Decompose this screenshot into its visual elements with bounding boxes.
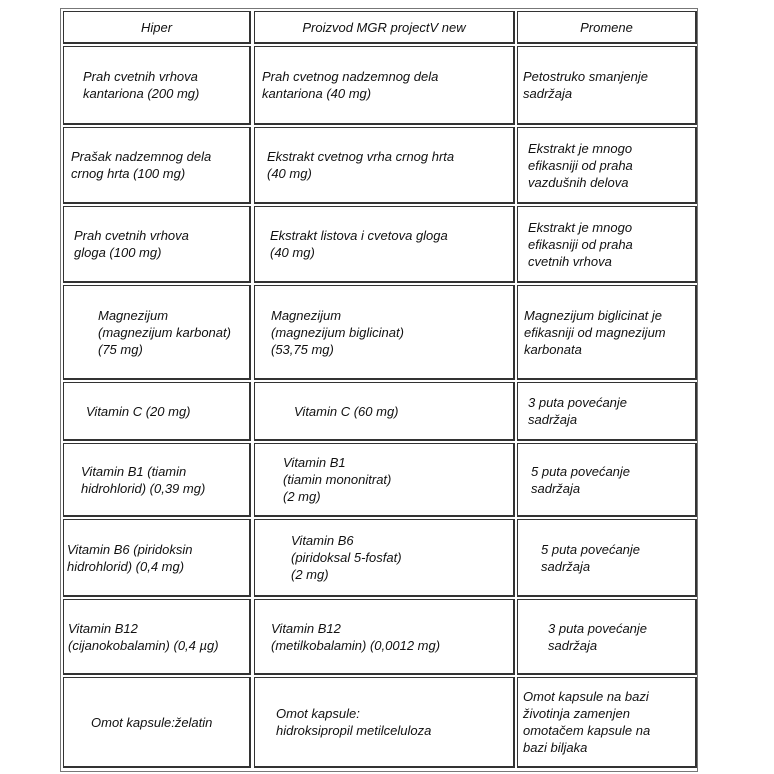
cell-proizvod-2: Ekstrakt cvetnog vrha crnog hrta (40 mg): [254, 127, 515, 204]
cell-promene-1: Petostruko smanjenje sadržaja: [517, 46, 697, 125]
cell-promene-3: Ekstrakt je mnogo efikasniji od praha cvetnih vrhova: [517, 206, 697, 283]
cell-hiper-2: Prašak nadzemnog dela crnog hrta (100 mg): [63, 127, 251, 204]
cell-proizvod-3: Ekstrakt listova i cvetova gloga (40 mg): [254, 206, 515, 283]
cell-hiper-9: Omot kapsule:želatin: [63, 677, 251, 768]
cell-hiper-8: Vitamin B12 (cijanokobalamin) (0,4 µg): [63, 599, 251, 675]
cell-promene-4: Magnezijum biglicinat je efikasniji od magnezijum karbonata: [517, 285, 697, 380]
header-hiper: Hiper: [63, 11, 251, 44]
cell-promene-6: 5 puta povećanje sadržaja: [517, 443, 697, 517]
comparison-table: [60, 8, 698, 772]
cell-promene-2: Ekstrakt je mnogo efikasniji od praha vazdušnih delova: [517, 127, 697, 204]
cell-hiper-1: Prah cvetnih vrhova kantariona (200 mg): [63, 46, 251, 125]
cell-hiper-7: Vitamin B6 (piridoksin hidrohlorid) (0,4 mg): [63, 519, 251, 597]
cell-hiper-4: [63, 285, 251, 380]
cell-proizvod-7: Vitamin B6 (piridoksal 5-fosfat) (2 mg): [254, 519, 515, 597]
cell-hiper-6: Vitamin B1 (tiamin hidrohlorid) (0,39 mg): [63, 443, 251, 517]
cell-promene-5: 3 puta povećanje sadržaja: [517, 382, 697, 441]
table-grid: [62, 11, 696, 769]
header-promene: Promene: [517, 11, 697, 44]
cell-proizvod-6: Vitamin B1 (tiamin mononitrat) (2 mg): [254, 443, 515, 517]
cell-promene-7: 5 puta povećanje sadržaja: [517, 519, 697, 597]
cell-proizvod-4: Magnezijum (magnezijum biglicinat) (53,75 mg): [254, 285, 515, 380]
hiper-4-line-1: Magnezijum (magnezijum karbonat) (75 mg): [98, 307, 231, 357]
cell-proizvod-9: Omot kapsule: hidroksipropil metilceluloza: [254, 677, 515, 768]
cell-hiper-5: Vitamin C (20 mg): [63, 382, 251, 441]
cell-promene-8: 3 puta povećanje sadržaja: [517, 599, 697, 675]
cell-proizvod-1: Prah cvetnog nadzemnog dela kantariona (40 mg): [254, 46, 515, 125]
cell-proizvod-5: Vitamin C (60 mg): [254, 382, 515, 441]
cell-proizvod-8: Vitamin B12 (metilkobalamin) (0,0012 mg): [254, 599, 515, 675]
cell-promene-9: Omot kapsule na bazi životinja zamenjen omotačem kapsule na bazi biljaka: [517, 677, 697, 768]
header-proizvod: Proizvod MGR projectV new: [254, 11, 515, 44]
cell-hiper-3: Prah cvetnih vrhova gloga (100 mg): [63, 206, 251, 283]
